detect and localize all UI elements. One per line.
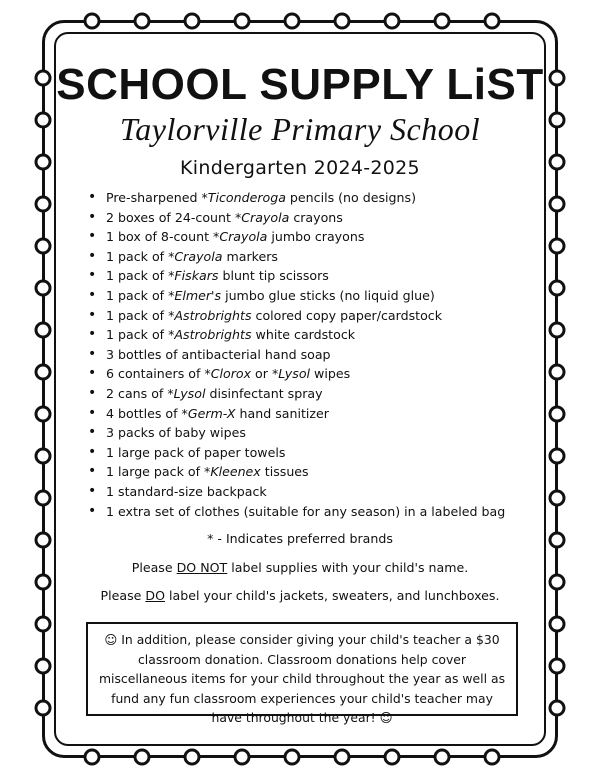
border-loop (550, 575, 564, 589)
border-loop (285, 750, 299, 764)
border-loop (385, 750, 399, 764)
border-loop (335, 14, 349, 28)
brand-name: *Lysol (167, 385, 206, 401)
border-loop (550, 617, 564, 631)
border-loop (135, 750, 149, 764)
border-loop (285, 14, 299, 28)
supply-item: • 6 containers of *Clorox or *Lysol wipes (86, 364, 506, 384)
border-loop (235, 14, 249, 28)
border-loop (550, 701, 564, 715)
supply-item: • 1 box of 8-count *Crayola jumbo crayons (86, 227, 506, 247)
border-loop (550, 407, 564, 421)
border-loop (185, 750, 199, 764)
border-loop (550, 197, 564, 211)
border-loop (36, 617, 50, 631)
brand-name: *Clorox (204, 366, 252, 382)
brand-name: *Lysol (271, 366, 311, 382)
supply-item: • 1 pack of *Fiskars blunt tip scissors (86, 266, 506, 286)
brand-name: *Germ-X (181, 405, 236, 421)
border-loop (36, 575, 50, 589)
border-loop (36, 407, 50, 421)
supply-list (86, 188, 506, 521)
note-do-label: Please DO label your child's jackets, sweaters, and lunchboxes. (100, 588, 500, 603)
border-loop (36, 659, 50, 673)
border-loop (36, 323, 50, 337)
brand-legend: * - Indicates preferred brands (207, 531, 393, 546)
border-loop (36, 281, 50, 295)
brand-name: *Astrobrights (168, 327, 252, 343)
border-loop (335, 750, 349, 764)
border-loop (435, 750, 449, 764)
brand-name: *Crayola (168, 248, 223, 264)
supply-item: • 1 extra set of clothes (suitable for any season) in a labeled bag (86, 502, 506, 522)
border-loop (36, 365, 50, 379)
supply-item: • 2 boxes of 24-count *Crayola crayons (86, 208, 506, 228)
supply-item: • 1 standard-size backpack (86, 482, 506, 502)
donation-box: ☺ In addition, please consider giving your child's teacher a $30 classroom donation. Classroom donations help cover miscellaneous items for your child throughout the year as well as fund any fun classroom experiences your child's teacher may have throughout the year! ☺ (86, 622, 518, 716)
supply-item: • 1 pack of *Astrobrights colored copy paper/cardstock (86, 306, 506, 326)
border-loop (385, 14, 399, 28)
brand-name: *Crayola (213, 229, 268, 245)
border-loop (485, 750, 499, 764)
border-loop (36, 197, 50, 211)
supply-item: • Pre-sharpened *Ticonderoga pencils (no designs) (86, 188, 506, 208)
supply-item: • 1 large pack of *Kleenex tissues (86, 462, 506, 482)
border-loop (550, 281, 564, 295)
brand-name: *Kleenex (204, 464, 261, 480)
school-name: Taylorville Primary School (119, 111, 481, 147)
border-loop (550, 491, 564, 505)
border-loop (550, 449, 564, 463)
note-do-not-label: Please DO NOT label supplies with your child's name. (131, 560, 469, 575)
supply-item: • 1 pack of *Astrobrights white cardstock (86, 325, 506, 345)
border-loop (550, 659, 564, 673)
brand-name: *Fiskars (168, 268, 219, 284)
border-loop (85, 14, 99, 28)
border-loop (485, 14, 499, 28)
supply-item: • 4 bottles of *Germ-X hand sanitizer (86, 404, 506, 424)
supply-item: • 1 pack of *Crayola markers (86, 247, 506, 267)
border-loop (550, 323, 564, 337)
do-emphasis: DO (145, 588, 166, 603)
brand-name: *Ticonderoga (201, 190, 286, 205)
border-loop (135, 14, 149, 28)
border-loop (36, 701, 50, 715)
border-loop (550, 239, 564, 253)
supply-item: • 3 bottles of antibacterial hand soap (86, 345, 506, 365)
border-loop (85, 750, 99, 764)
border-loop (36, 239, 50, 253)
brand-name: *Elmer's (168, 287, 222, 303)
border-loop (435, 14, 449, 28)
do-not-emphasis: DO NOT (176, 560, 228, 575)
supply-item: • 1 large pack of paper towels (86, 443, 506, 463)
brand-name: *Astrobrights (168, 307, 252, 323)
border-loop (36, 449, 50, 463)
border-loop (185, 14, 199, 28)
page-title: SCHOOL SUPPLY LiST (56, 60, 544, 109)
supply-item: • 3 packs of baby wipes (86, 423, 506, 443)
border-loop (36, 491, 50, 505)
supply-item: • 1 pack of *Elmer's jumbo glue sticks (no liquid glue) (86, 286, 506, 306)
brand-name: *Crayola (234, 209, 290, 225)
border-loop (550, 365, 564, 379)
grade-year: Kindergarten 2024-2025 (180, 157, 420, 179)
supply-item: • 2 cans of *Lysol disinfectant spray (86, 384, 506, 404)
border-loop (235, 750, 249, 764)
